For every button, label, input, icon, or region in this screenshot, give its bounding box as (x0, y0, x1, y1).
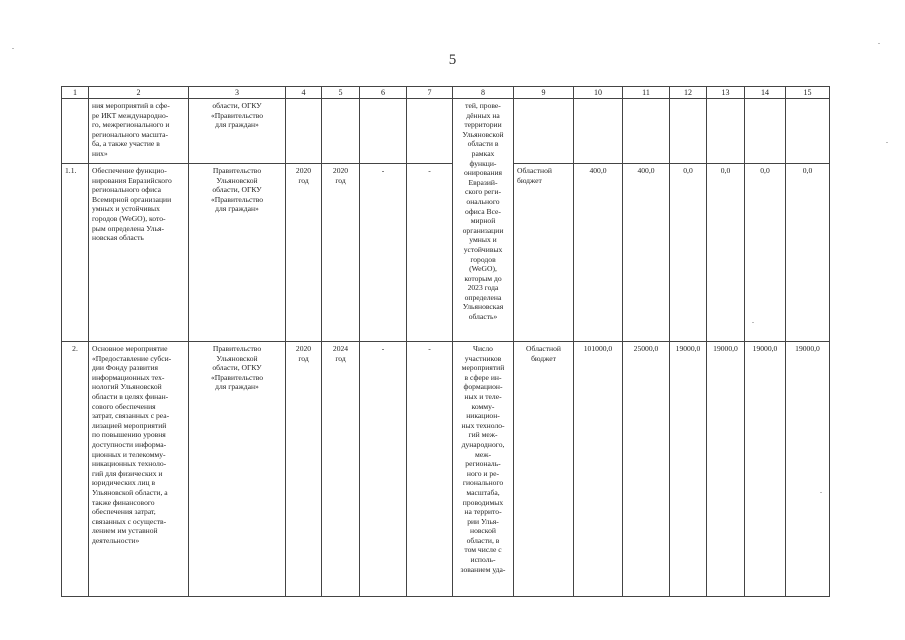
column-header: 10 (574, 87, 623, 99)
cell-year-2022: 0,0 (707, 164, 745, 342)
page-number: 5 (448, 52, 457, 68)
cell-year-2024 (786, 99, 830, 164)
cell-col7 (407, 99, 453, 164)
column-header: 11 (623, 87, 670, 99)
cell-col7: - (407, 164, 453, 342)
scan-speck (820, 492, 822, 493)
cell-number (62, 99, 89, 164)
cell-end-year (322, 99, 360, 164)
table-row (62, 342, 830, 597)
cell-number: 1.1. (62, 164, 89, 342)
column-header: 1 (62, 87, 89, 99)
cell-funding-source: Областной бюджет (514, 342, 574, 597)
column-header: 7 (407, 87, 453, 99)
cell-year-2021: 0,0 (670, 164, 707, 342)
cell-year-2020: 400,0 (623, 164, 670, 342)
column-header: 3 (189, 87, 286, 99)
scan-speck (12, 48, 14, 49)
column-header: 14 (745, 87, 786, 99)
cell-number: 2. (62, 342, 89, 597)
cell-executor: области, ОГКУ «Правительство для граждан» (189, 99, 286, 164)
column-header: 4 (286, 87, 322, 99)
cell-total (574, 99, 623, 164)
column-header: 2 (89, 87, 189, 99)
column-header: 13 (707, 87, 745, 99)
cell-funding-source: Областной бюджет (514, 164, 574, 342)
cell-year-2021 (670, 99, 707, 164)
column-header: 5 (322, 87, 360, 99)
cell-year-2022 (707, 99, 745, 164)
cell-end-year: 2020 год (322, 164, 360, 342)
scan-speck (886, 142, 888, 143)
cell-year-2024: 19000,0 (786, 342, 830, 597)
cell-year-2022: 19000,0 (707, 342, 745, 597)
scan-speck (752, 322, 754, 323)
cell-col6 (360, 99, 407, 164)
scan-speck (878, 43, 880, 44)
cell-col6: - (360, 164, 407, 342)
cell-start-year: 2020 год (286, 164, 322, 342)
column-header: 12 (670, 87, 707, 99)
column-header: 15 (786, 87, 830, 99)
cell-measure-name: Основное мероприятие «Предоставление субси- дии Фонду развития информационных тех- нологий Ульяновской области в целях финан- сового обеспечения затрат, связанных с реа- лизацией мероприятий по повышению уровня доступности информа- ционных и телекомму- никационных техноло- гий для физических и юридических лиц в Ульяновской области, а также финансового обеспечения затрат, связанных с осуществ- лением им уставной деятельности» (89, 342, 189, 597)
cell-year-2020: 25000,0 (623, 342, 670, 597)
cell-executor: Правительство Ульяновской области, ОГКУ «Правительство для граждан» (189, 342, 286, 597)
cell-indicator: Число участников мероприятий в сфере ин- формацион- ных и теле- комму- никацион- ных техноло- гий меж- дународного, меж- региональ- ного и ре- гионального масштаба, проводимых на террито- рии Улья- новской области, в том числе с исполь- зованием уда- (453, 342, 514, 597)
cell-year-2024: 0,0 (786, 164, 830, 342)
cell-executor: Правительство Ульяновской области, ОГКУ «Правительство для граждан» (189, 164, 286, 342)
cell-start-year (286, 99, 322, 164)
cell-measure-name: Обеспечение функцио- нирования Евразийского регионального офиса Всемирной организации умных и устойчивых городов (WeGO), кото- рым определена Улья- новская область (89, 164, 189, 342)
cell-start-year: 2020 год (286, 342, 322, 597)
column-header: 9 (514, 87, 574, 99)
cell-total: 400,0 (574, 164, 623, 342)
measures-table (61, 86, 830, 597)
column-header: 6 (360, 87, 407, 99)
cell-col7: - (407, 342, 453, 597)
cell-year-2023: 0,0 (745, 164, 786, 342)
cell-measure-name: ния мероприятий в сфе- ре ИКТ международно- го, межрегионального и регионального масшта- ба, а также участие в них» (89, 99, 189, 164)
cell-funding-source (514, 99, 574, 164)
cell-col6: - (360, 342, 407, 597)
cell-end-year: 2024 год (322, 342, 360, 597)
cell-year-2021: 19000,0 (670, 342, 707, 597)
column-header: 8 (453, 87, 514, 99)
column-number-row (62, 87, 830, 99)
cell-year-2023: 19000,0 (745, 342, 786, 597)
cell-year-2020 (623, 99, 670, 164)
cell-indicator-merged: тей, прове- дённых на территории Ульяновской области в рамках функци- онирования Евразий- ского реги- онального офиса Все- мирной организации умных и устойчивых городов (WeGO), которым до 2023 года определена Ульяновская область» (453, 99, 514, 342)
cell-year-2023 (745, 99, 786, 164)
table-row (62, 164, 830, 342)
table-row (62, 99, 830, 164)
cell-total: 101000,0 (574, 342, 623, 597)
